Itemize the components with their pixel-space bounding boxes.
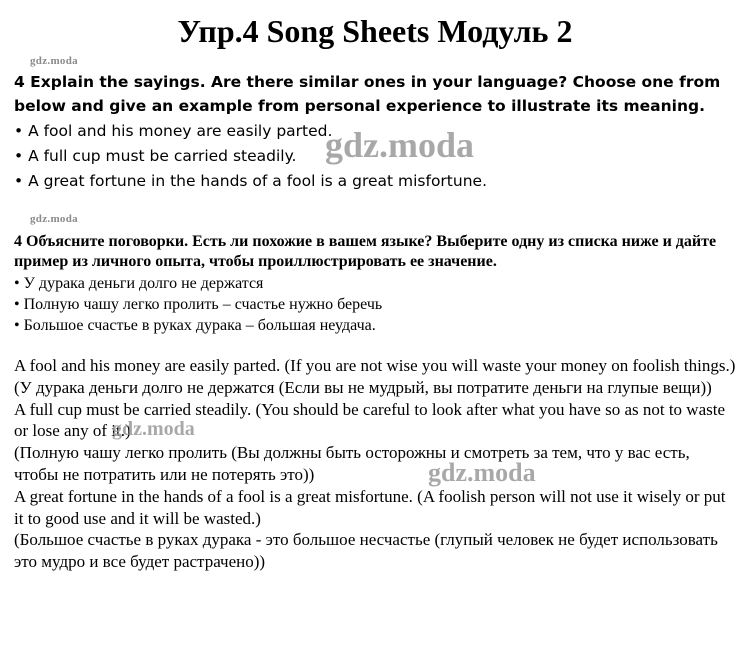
watermark-medium: gdz.moda (112, 418, 195, 440)
watermark-medium: gdz.moda (428, 458, 536, 487)
watermark-large: gdz.moda (325, 125, 475, 165)
english-saying-item: • A fool and his money are easily parted. (14, 122, 333, 140)
english-task-text: 4 Explain the sayings. Are there similar ones in your language? Choose one from below and give an example from personal experience to illustrate its meaning. (14, 73, 721, 115)
russian-sayings-list (14, 273, 739, 336)
english-saying-item: • A full cup must be carried steadily. (14, 147, 297, 165)
russian-saying-item: • Полную чашу легко пролить – счастье нужно беречь (14, 296, 383, 313)
answer-paragraph: (Полную чашу легко пролить (Вы должны быть осторожны и смотреть за тем, что у вас есть, чтобы не потратить или не потерять это)) (14, 443, 690, 484)
russian-task-text: 4 Объясните поговорки. Есть ли похожие в вашем языке? Выберите одну из списка ниже и дайте пример из личного опыта, чтобы проиллюстрировать ее значение. (14, 233, 717, 270)
russian-saying-item: • Большое счастье в руках дурака – большая неудача. (14, 317, 376, 334)
answer-paragraph: A full cup must be carried steadily. (You should be careful to look after what you have so as not to waste or lose any of it.) (14, 399, 726, 441)
watermark-small: gdz.moda (30, 213, 78, 225)
answer-paragraph: A fool and his money are easily parted. (If you are not wise you will waste your money on foolish things.) (14, 356, 736, 375)
page-title: Упр.4 Song Sheets Модуль 2 (177, 13, 573, 49)
watermark-small: gdz.moda (30, 55, 78, 67)
russian-saying-item: • У дурака деньги долго не держатся (14, 275, 264, 292)
answer-paragraph: (У дурака деньги долго не держатся (Если вы не мудрый, вы потратите деньги на глупые вещи)) (14, 377, 712, 397)
answer-paragraph: (Большое счастье в руках дурака - это большое несчастье (глупый человек не будет использовать это мудро и все будет растрачено)) (14, 530, 718, 572)
english-saying-item: • A great fortune in the hands of a fool is a great misfortune. (14, 172, 487, 190)
answers-section (14, 355, 736, 573)
answer-paragraph: A great fortune in the hands of a fool is a great misfortune. (A foolish person will not use it wisely or put it to good use and it will be wasted.) (14, 486, 726, 528)
